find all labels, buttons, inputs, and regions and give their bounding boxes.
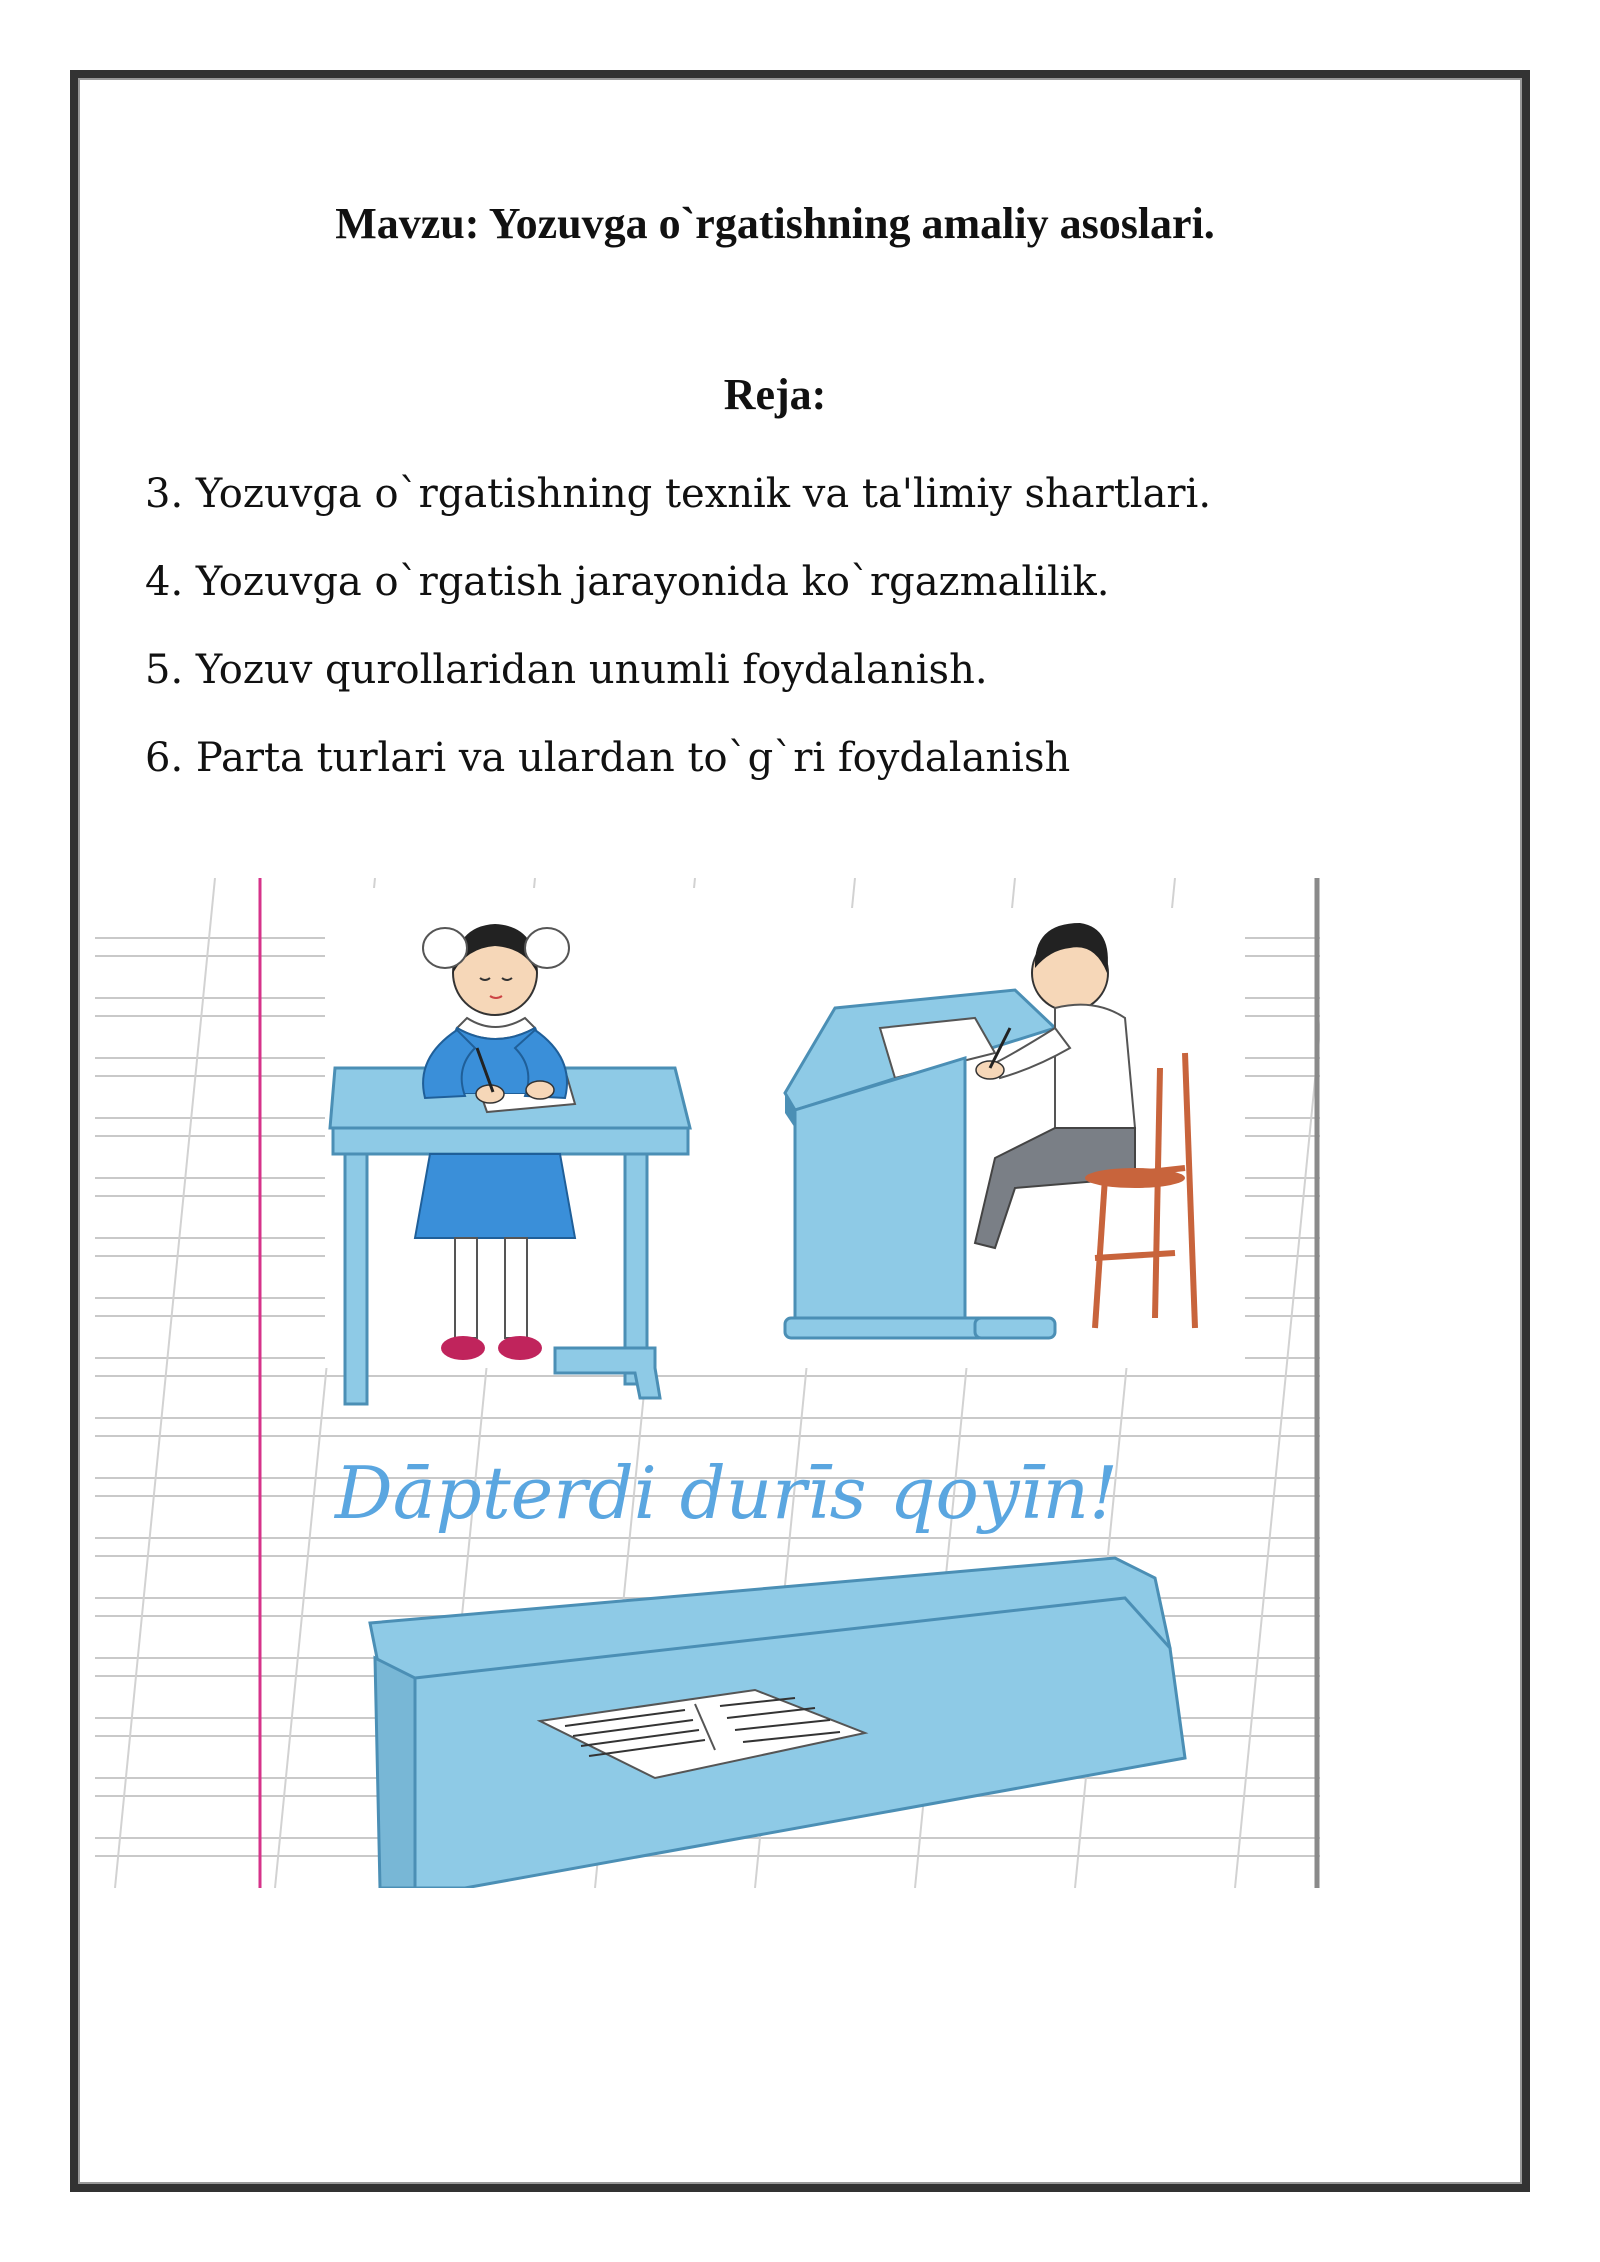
illustration-svg — [95, 878, 1320, 1888]
plan-heading: Reja: — [723, 370, 827, 419]
plan-list — [145, 450, 1211, 802]
desk-posture-illustration — [95, 878, 1320, 1888]
illustration-caption: Dāpterdi durīs qoyīn! — [335, 1451, 1118, 1535]
plan-item: 6. Parta turlari va ulardan to`g`ri foydalanish — [145, 735, 1071, 781]
plan-item: 4. Yozuvga o`rgatish jarayonida ko`rgazmalilik. — [145, 559, 1110, 605]
plan-item: 3. Yozuvga o`rgatishning texnik va ta'limiy shartlari. — [145, 471, 1212, 517]
page-title: Mavzu: Yozuvga o`rgatishning amaliy asoslari. — [335, 199, 1215, 248]
plan-item: 5. Yozuv qurollaridan unumli foydalanish. — [145, 647, 988, 693]
